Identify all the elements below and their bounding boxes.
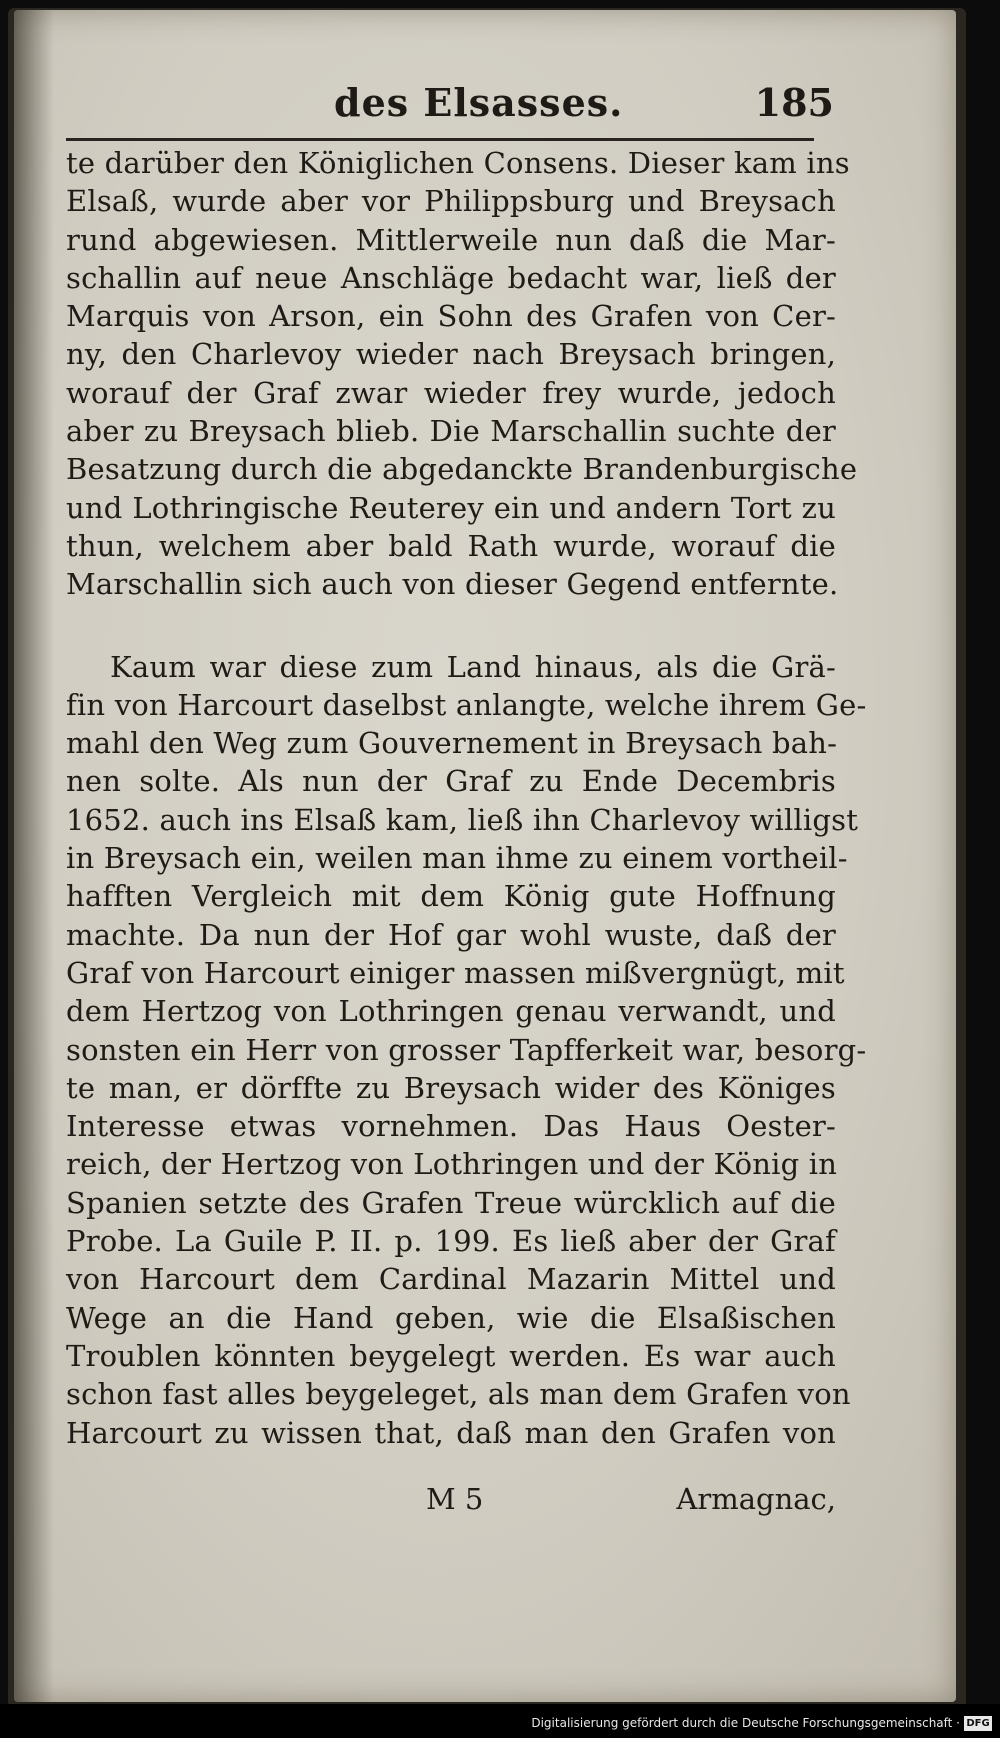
text-line: Besatzung durch die abgedanckte Brandenburgische (66, 452, 858, 487)
footer-bar (0, 1704, 1000, 1738)
text-line: in Breysach ein, weilen man ihme zu einem vortheil- (66, 841, 848, 876)
signature-mark: M 5 (426, 1482, 484, 1516)
text-line: Marschallin sich auch von dieser Gegend entfernte. (66, 567, 839, 602)
text-line: Elsaß, wurde aber vor Philippsburg und Breysach (66, 184, 836, 219)
page-footer-line (66, 1482, 836, 1526)
page-gutter (14, 10, 54, 1702)
text-line: Graf von Harcourt einiger massen mißvergnügt, mit (66, 955, 845, 990)
text-line: Wege an die Hand geben, wie die Elsaßischen (66, 1300, 836, 1335)
text-line: rund abgewiesen. Mittlerweile nun daß die Mar- (66, 222, 836, 257)
text-line: 1652. auch ins Elsaß kam, ließ ihn Charlevoy willigst (66, 802, 859, 837)
text-line: nen solte. Als nun der Graf zu Ende Decembris (66, 764, 836, 799)
text-line: ny, den Charlevoy wieder nach Breysach bringen, (66, 337, 836, 372)
text-line: Kaum war diese zum Land hinaus, als die Grä- (110, 649, 836, 684)
text-line: aber zu Breysach blieb. Die Marschallin suchte der (66, 414, 836, 449)
text-line: machte. Da nun der Hof gar wohl wuste, daß der (66, 917, 836, 952)
text-line: schon fast alles beygeleget, als man dem Grafen von (66, 1377, 851, 1412)
funding-credit: Digitalisierung gefördert durch die Deutsche Forschungsgemeinschaft · (531, 1716, 960, 1730)
text-line: Probe. La Guile P. II. p. 199. Es ließ aber der Graf (66, 1224, 836, 1259)
text-line: schallin auf neue Anschläge bedacht war, ließ der (66, 260, 836, 295)
text-line: reich, der Hertzog von Lothringen und der König in (66, 1147, 838, 1182)
text-line: Troublen könnten beygelegt werden. Es war auch (66, 1338, 836, 1373)
text-line: hafften Vergleich mit dem König gute Hoffnung (66, 879, 836, 914)
text-line: Harcourt zu wissen that, daß man den Grafen von (66, 1415, 836, 1450)
text-line: fin von Harcourt daselbst anlangte, welche ihrem Ge- (66, 687, 867, 722)
text-line: Spanien setzte des Grafen Treue würcklich auf die (66, 1185, 836, 1220)
text-line: dem Hertzog von Lothringen genau verwandt, und (66, 994, 836, 1029)
text-line: te darüber den Königlichen Consens. Dieser kam ins (66, 146, 850, 180)
text-line: von Harcourt dem Cardinal Mazarin Mittel und (66, 1262, 836, 1297)
text-line: sonsten ein Herr von grosser Tapfferkeit war, besorg- (66, 1032, 867, 1067)
text-line: mahl den Weg zum Gouvernement in Breysach bah- (66, 726, 838, 761)
page-header (64, 80, 834, 130)
dfg-logo: DFG (964, 1716, 992, 1731)
running-title: des Elsasses. (334, 80, 624, 125)
text-line: worauf der Graf zwar wieder frey wurde, jedoch (66, 375, 836, 410)
header-rule (66, 138, 814, 141)
text-line: Interesse etwas vornehmen. Das Haus Oester- (66, 1109, 836, 1144)
book-page (14, 10, 956, 1702)
body-text (66, 144, 867, 1452)
page-number: 185 (754, 80, 834, 125)
text-line: und Lothringische Reuterey ein und andern Tort zu (66, 490, 836, 525)
text-line: te man, er dörffte zu Breysach wider des Königes (66, 1070, 836, 1105)
text-line: thun, welchem aber bald Rath wurde, worauf die (66, 528, 836, 563)
catchword: Armagnac, (676, 1482, 836, 1516)
paragraph-gap (66, 604, 836, 648)
text-line: Marquis von Arson, ein Sohn des Grafen von Cer- (66, 299, 836, 334)
